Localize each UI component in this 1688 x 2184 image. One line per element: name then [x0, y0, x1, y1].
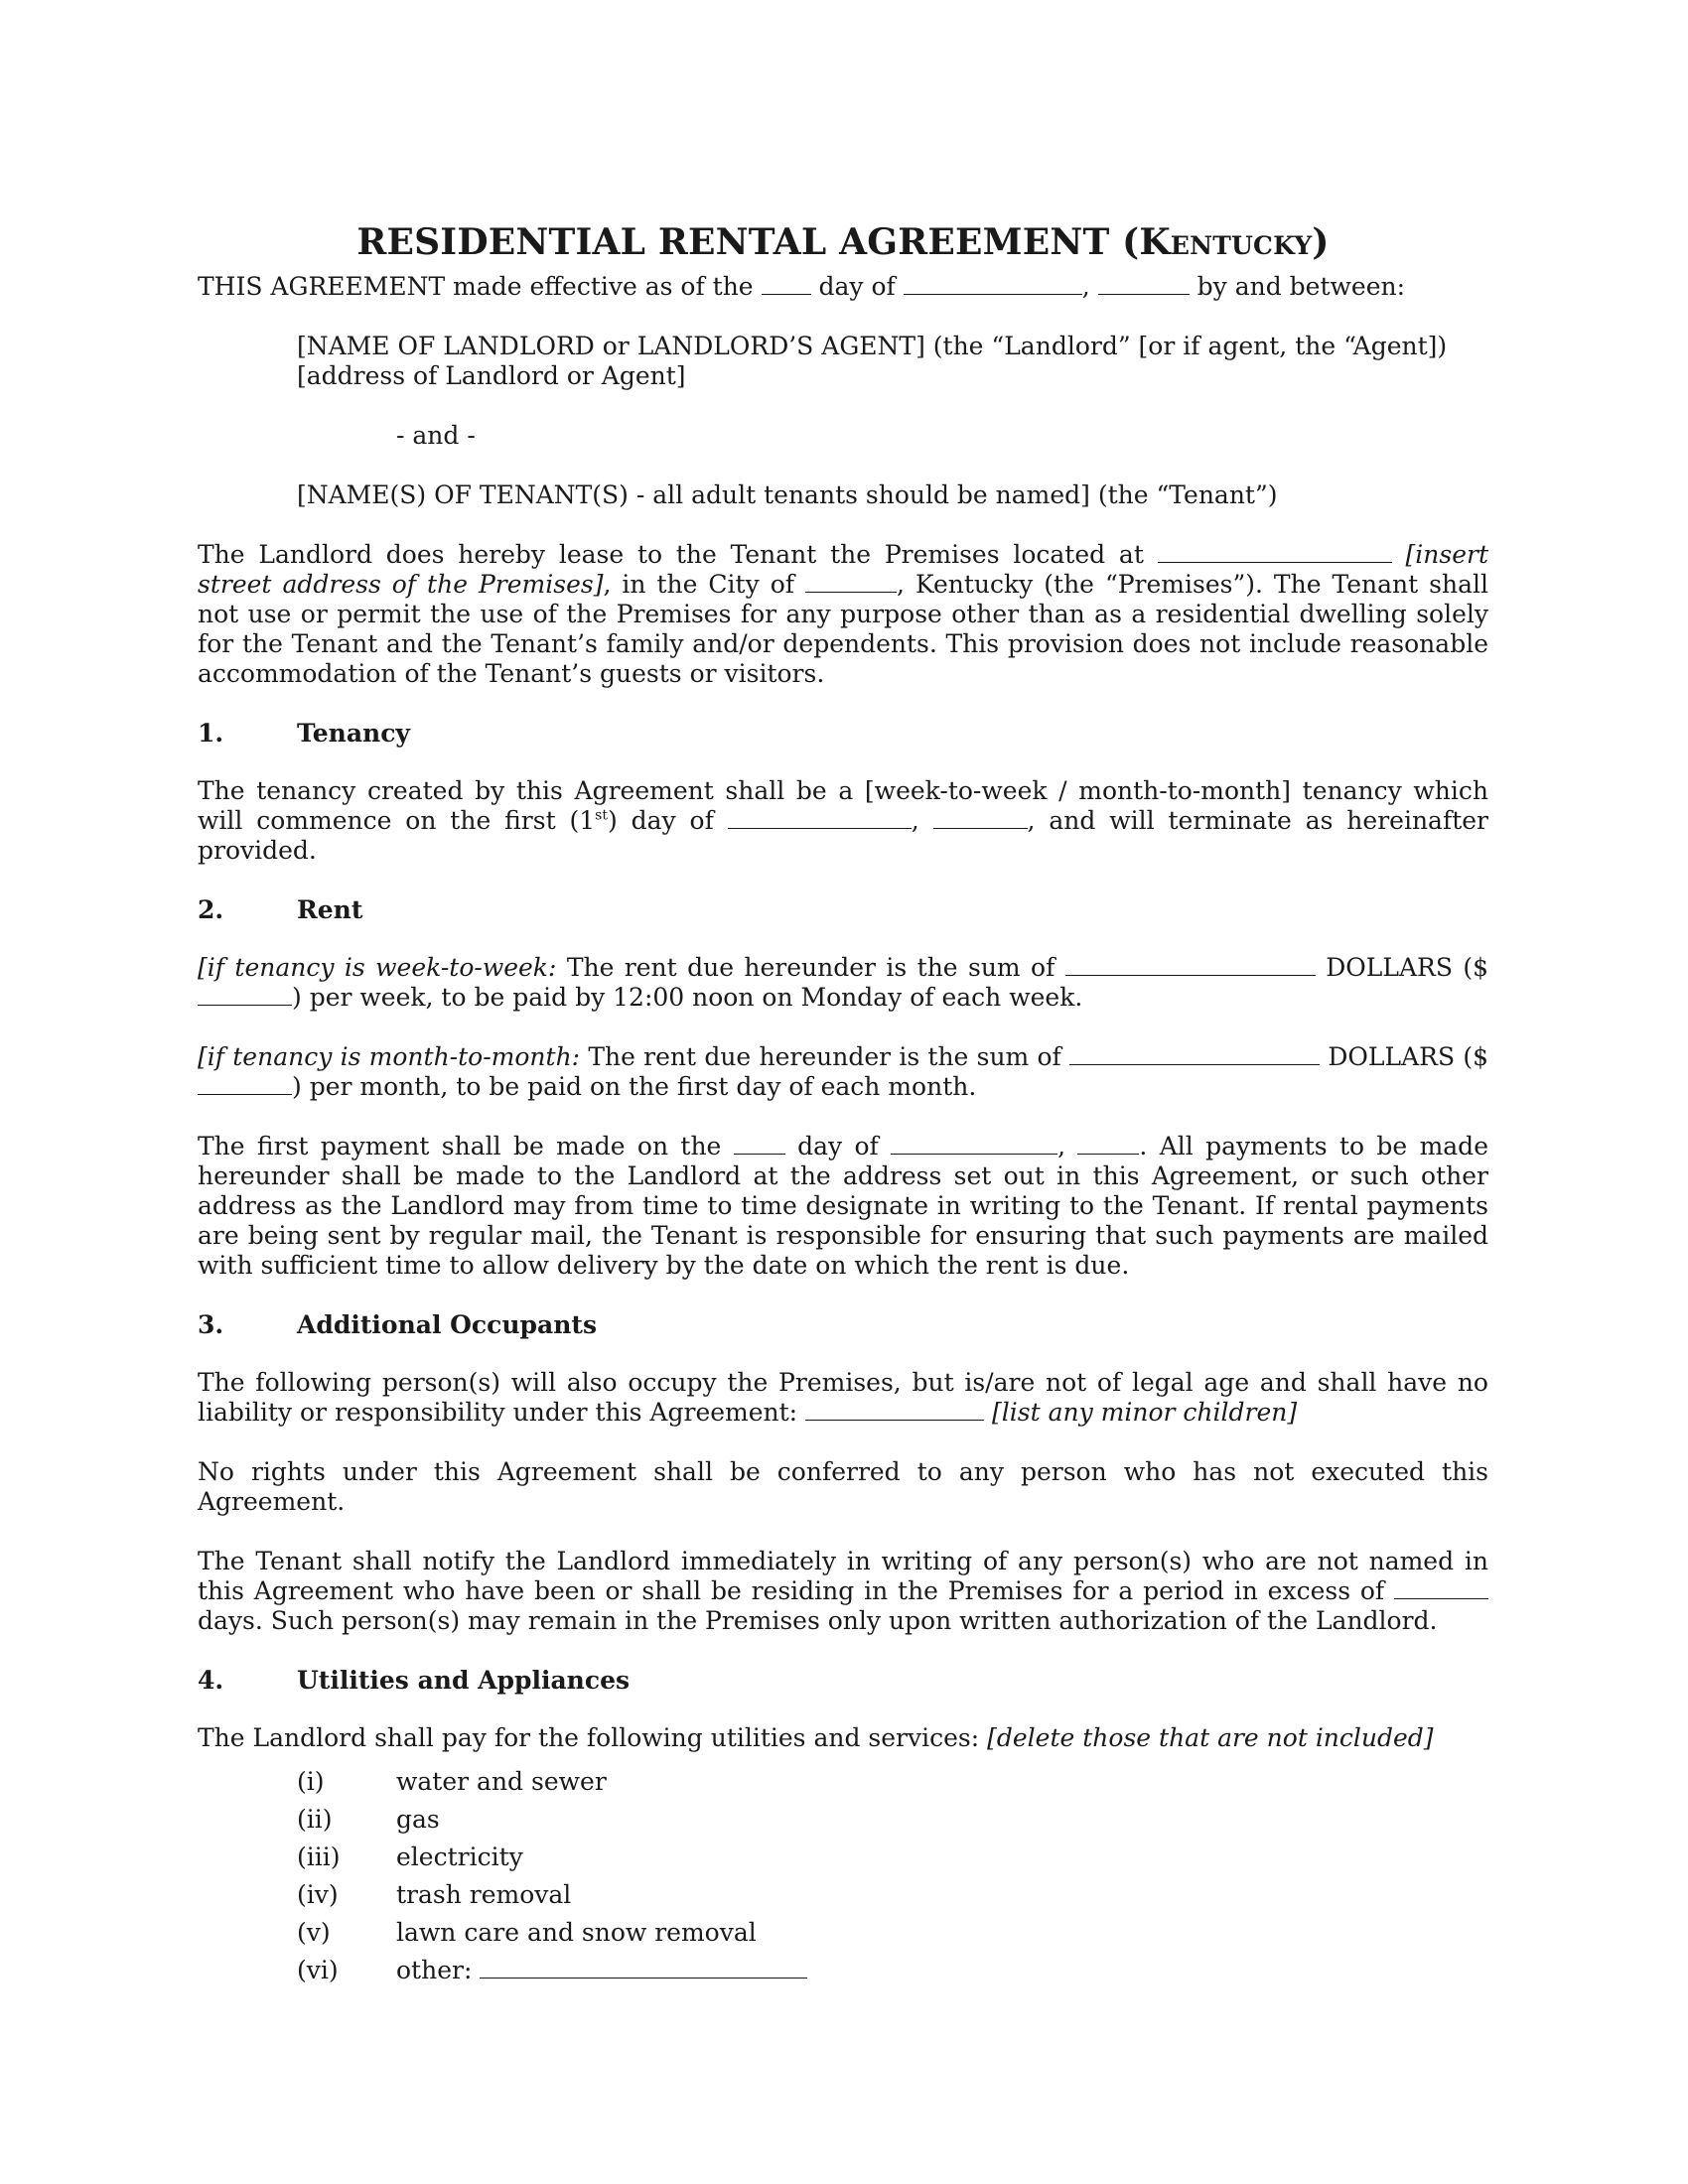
commence-month-blank: [728, 807, 912, 829]
occupants-paragraph: The following person(s) will also occupy the Premises, but is/are not of legal age and shall have no liability or responsibility under this Agreement: [list any minor children]: [198, 1368, 1488, 1427]
weekly-rent-amount-blank: [198, 984, 292, 1006]
minor-children-blank: [805, 1399, 984, 1421]
section-2-heading: 2. Rent: [198, 895, 363, 924]
list-item: (v) lawn care and snow removal: [297, 1918, 757, 1947]
list-item: (vi) other:: [297, 1952, 1488, 1989]
premises-paragraph: The Landlord does hereby lease to the Tenant the Premises located at [insert street address of the Premises], in the City of , Kentucky (the “Premises”). The Tenant shall not use or permit the use of the Premises for any purpose other than as a residential dwelling solely for the Tenant and the Tenant’s family and/or dependents. This provision does not include reasonable accommodation of the Tenant’s guests or visitors.: [198, 540, 1488, 688]
list-item: (iv) trash removal: [297, 1880, 572, 1909]
notify-paragraph: The Tenant shall notify the Landlord immediately in writing of any person(s) who are not named in this Agreement who have been or shall be residing in the Premises for a period in excess of days. Such person(s) may remain in the Premises only upon written authorization of the Landlord.: [198, 1547, 1488, 1635]
and-separator: - and -: [396, 421, 476, 450]
title-state: Kentucky: [1139, 221, 1313, 263]
excess-days-blank: [1394, 1577, 1488, 1599]
commence-year-blank: [933, 807, 1028, 829]
section-3-heading: 3. Additional Occupants: [198, 1310, 598, 1339]
rights-paragraph: No rights under this Agreement shall be conferred to any person who has not executed this Agreement.: [198, 1457, 1488, 1516]
other-utility-blank: [480, 1957, 807, 1979]
list-item: (i) water and sewer: [297, 1767, 607, 1796]
section-4-heading: 4. Utilities and Appliances: [198, 1666, 631, 1695]
first-payment-year-blank: [1077, 1133, 1139, 1155]
landlord-name: [NAME OF LANDLORD or LANDLORD’S AGENT] (the “Landlord” [or if agent, the “Agent]): [297, 332, 1448, 360]
weekly-rent-paragraph: [if tenancy is week-to-week: The rent due hereunder is the sum of DOLLARS ($) per week, to be paid by 12:00 noon on Monday of each week.: [198, 953, 1489, 1012]
first-payment-month-blank: [891, 1133, 1057, 1155]
tenancy-paragraph: The tenancy created by this Agreement shall be a [week-to-week / month-to-month] tenancy which will commence on the first (1st) day of , , and will terminate as hereinafter provided.: [198, 776, 1488, 865]
premises-address-blank: [1158, 541, 1392, 563]
first-payment-day-blank: [734, 1133, 785, 1155]
year-blank: [1098, 273, 1190, 295]
weekly-rent-words-blank: [1065, 954, 1316, 976]
section-1-heading: 1. Tenancy: [198, 719, 410, 748]
monthly-rent-paragraph: [if tenancy is month-to-month: The rent due hereunder is the sum of DOLLARS ($) per month, to be paid on the first day of each month.: [198, 1042, 1489, 1101]
list-item: (ii) gas: [297, 1805, 440, 1834]
landlord-address: [address of Landlord or Agent]: [297, 361, 686, 390]
city-blank: [805, 571, 897, 593]
utilities-list: [198, 1763, 1488, 1989]
list-item: (iii) electricity: [297, 1843, 523, 1871]
first-payment-paragraph: The first payment shall be made on the day of , . All payments to be made hereunder shall be made to the Landlord at the address set out in this Agreement, or such other address as the Landlord may from time to time designate in writing to the Tenant. If rental payments are being sent by regular mail, the Tenant is responsible for ensuring that such payments are mailed with sufficient time to allow delivery by the date on which the rent is due.: [198, 1132, 1488, 1280]
month-blank: [904, 273, 1082, 295]
monthly-rent-words-blank: [1069, 1043, 1320, 1065]
document-title: RESIDENTIAL RENTAL AGREEMENT (Kentucky): [356, 221, 1330, 263]
intro-paragraph: THIS AGREEMENT made effective as of the day of , by and between:: [198, 272, 1406, 301]
utilities-paragraph: The Landlord shall pay for the following utilities and services: [delete those that are not included]: [198, 1723, 1434, 1752]
tenant-name: [NAME(S) OF TENANT(S) - all adult tenants should be named] (the “Tenant”): [297, 480, 1278, 509]
day-blank: [762, 273, 811, 295]
document-body: [198, 220, 1488, 1989]
monthly-rent-amount-blank: [198, 1073, 292, 1095]
